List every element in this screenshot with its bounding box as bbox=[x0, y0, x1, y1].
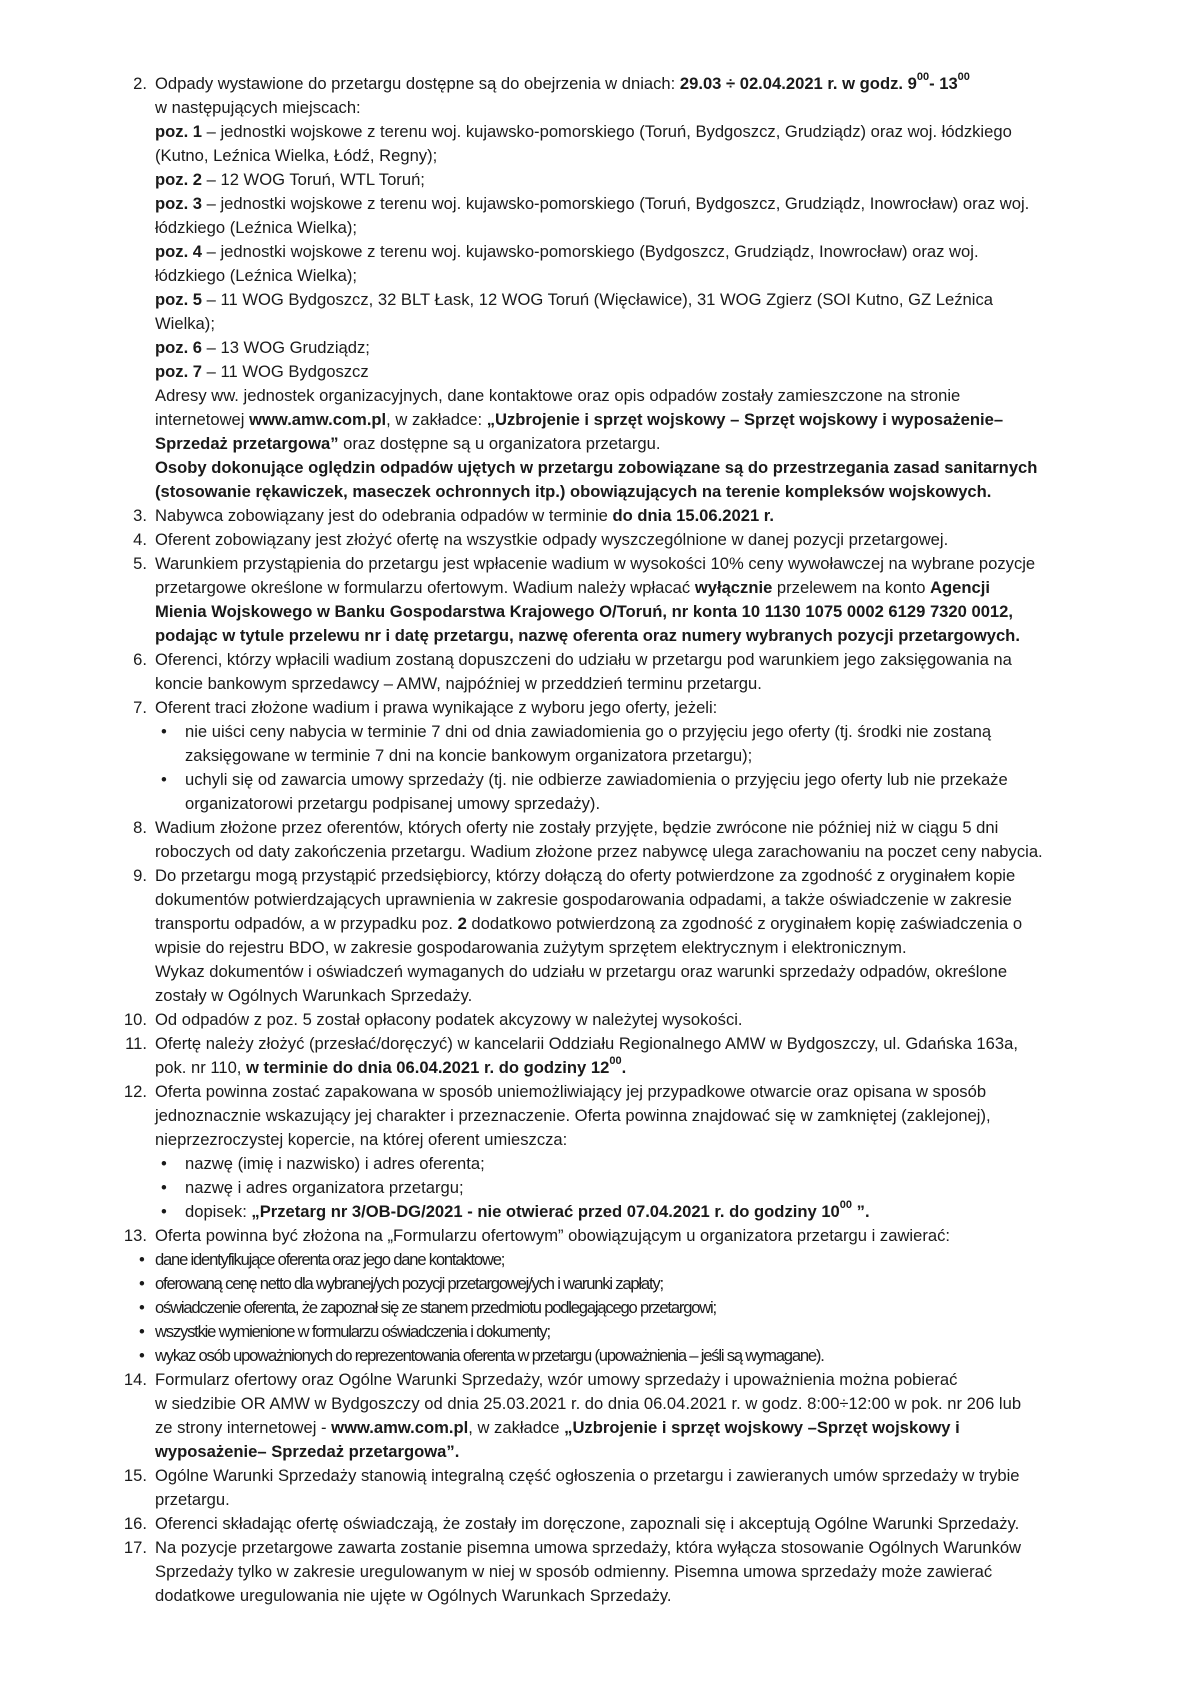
text: nie uiści ceny nabycia w terminie 7 dni od dnia zawiadomienia go o przyjęciu jego oferty (tj. środki nie zostaną bbox=[185, 722, 992, 741]
list-item bbox=[123, 1224, 1140, 1368]
text-line bbox=[155, 216, 1140, 240]
text: roboczych od daty zakończenia przetargu. Wadium złożone przez nabywcę ulega zarachowaniu na poczet ceny nabycia. bbox=[155, 842, 1043, 861]
text-line bbox=[155, 1056, 1140, 1080]
text: koncie bankowym sprzedawcy – AMW, najpóźniej w przeddzień terminu przetargu. bbox=[155, 674, 762, 693]
text: Sprzedaży tylko w zakresie uregulowanym w niej w sposób odmienny. Pisemna umowa sprzedaży może zawierać bbox=[155, 1562, 993, 1581]
bullet-icon: • bbox=[139, 1274, 144, 1293]
item-number: 7. bbox=[133, 698, 147, 717]
item-number: 5. bbox=[133, 554, 147, 573]
bold-text: wyposażenie– Sprzedaż przetargowa”. bbox=[155, 1442, 460, 1461]
text: w następujących miejscach: bbox=[155, 98, 361, 117]
text-line bbox=[155, 264, 1140, 288]
text: Oferenci, którzy wpłacili wadium zostaną dopuszczeni do udziału w przetargu pod warunkiem jego zaksięgowania na bbox=[155, 650, 1012, 669]
bullet-line bbox=[155, 1152, 1140, 1176]
text-line bbox=[155, 552, 1140, 576]
bold-text: 00 bbox=[839, 1199, 853, 1212]
list-item bbox=[125, 1032, 1140, 1080]
text-line bbox=[155, 1392, 1140, 1416]
list-item bbox=[123, 1008, 1140, 1032]
text-line bbox=[155, 312, 1140, 336]
text-line bbox=[155, 1536, 1140, 1560]
text-line bbox=[155, 672, 1140, 696]
text: transportu odpadów, a w przypadku poz. bbox=[155, 914, 458, 933]
text-line bbox=[155, 1008, 1140, 1032]
text-line bbox=[155, 1440, 1140, 1464]
list-item bbox=[133, 864, 1140, 1008]
text: wykaz osób upoważnionych do reprezentowania oferenta w przetargu (upoważnienia – jeśli są wymagane). bbox=[155, 1346, 824, 1365]
item-number: 17. bbox=[123, 1538, 147, 1557]
bold-text: 00 bbox=[957, 71, 970, 84]
text-line bbox=[155, 792, 1140, 816]
item-number: 2. bbox=[133, 74, 147, 93]
bold-text: „Uzbrojenie i sprzęt wojskowy –Sprzęt wojskowy i bbox=[564, 1418, 960, 1437]
text: Oferent traci złożone wadium i prawa wynikające z wyboru jego oferty, jeżeli: bbox=[155, 698, 718, 717]
text: zaksięgowane w terminie 7 dni na koncie bankowym organizatora przetargu); bbox=[185, 746, 753, 765]
text: oświadczenie oferenta, że zapoznał się ze stanem przedmiotu podlegającego przetargowi; bbox=[155, 1298, 716, 1317]
text-line bbox=[155, 888, 1140, 912]
text-line bbox=[155, 912, 1140, 936]
bold-text: poz. 4 bbox=[155, 242, 203, 261]
text-line bbox=[155, 960, 1140, 984]
text: jednoznacznie wskazujący jej charakter i przeznaczenie. Oferta powinna znajdować się w zamkniętej (zaklejonej), bbox=[155, 1106, 991, 1125]
text: przelewem na konto bbox=[772, 578, 931, 597]
text: , w zakładce bbox=[468, 1418, 565, 1437]
bold-text: Agencji bbox=[930, 578, 990, 597]
bullet-icon: • bbox=[139, 1250, 144, 1269]
bold-text: wyłącznie bbox=[694, 578, 773, 597]
bullet-icon: • bbox=[161, 722, 167, 741]
bold-text: Sprzedaż przetargowa” bbox=[155, 434, 339, 453]
text: organizatorowi przetargu podpisanej umowy sprzedaży). bbox=[185, 794, 601, 813]
bold-text: „Uzbrojenie i sprzęt wojskowy – Sprzęt wojskowy i wyposażenie– bbox=[486, 410, 1004, 429]
bold-text: poz. 3 bbox=[155, 194, 203, 213]
text: łódzkiego (Leźnica Wielka); bbox=[155, 266, 357, 285]
text-line bbox=[155, 504, 1140, 528]
item-number: 12. bbox=[123, 1082, 147, 1101]
bullet-line bbox=[139, 1248, 1140, 1272]
list-item bbox=[123, 1464, 1140, 1512]
bold-text: (stosowanie rękawiczek, maseczek ochronnych itp.) obowiązujących na terenie kompleksów wojskowych. bbox=[155, 482, 992, 501]
text-line bbox=[155, 240, 1140, 264]
item-number: 16. bbox=[123, 1514, 147, 1533]
text: zostały w Ogólnych Warunkach Sprzedaży. bbox=[155, 986, 473, 1005]
item-number: 3. bbox=[133, 506, 147, 525]
text: Wielka); bbox=[155, 314, 215, 333]
text: Ofertę należy złożyć (przesłać/doręczyć) w kancelarii Oddziału Regionalnego AMW w Bydgoszczy, ul. Gdańska 163a, bbox=[155, 1034, 1018, 1053]
text-line bbox=[155, 408, 1140, 432]
text: – jednostki wojskowe z terenu woj. kujawsko-pomorskiego (Bydgoszcz, Grudziądz, Inowrocław) oraz woj. bbox=[202, 242, 979, 261]
list-item bbox=[123, 1368, 1140, 1464]
text-line bbox=[155, 744, 1140, 768]
text-line bbox=[155, 1584, 1140, 1608]
text-line bbox=[155, 1032, 1140, 1056]
text: nazwę i adres organizatora przetargu; bbox=[185, 1178, 464, 1197]
text: Nabywca zobowiązany jest do odebrania odpadów w terminie bbox=[155, 506, 613, 525]
bold-text: Osoby dokonujące oględzin odpadów ujętych w przetargu zobowiązane są do przestrzegania zasad sanitarnych bbox=[155, 458, 1038, 477]
text-line bbox=[155, 192, 1140, 216]
bullet-icon: • bbox=[161, 1154, 167, 1173]
text-line bbox=[155, 624, 1140, 648]
item-number: 11. bbox=[125, 1034, 147, 1053]
bullet-line bbox=[139, 1272, 1140, 1296]
text-line bbox=[155, 936, 1140, 960]
text-line bbox=[155, 384, 1140, 408]
list-item bbox=[133, 648, 1140, 696]
text-line bbox=[155, 816, 1140, 840]
text: – 12 WOG Toruń, WTL Toruń; bbox=[202, 170, 425, 189]
bold-text: ”. bbox=[852, 1202, 870, 1221]
text: , w zakładce: bbox=[386, 410, 487, 429]
document-body bbox=[123, 71, 1140, 1608]
list-item bbox=[133, 696, 1140, 816]
text-line bbox=[155, 576, 1140, 600]
list-item bbox=[133, 816, 1140, 864]
bullet-line bbox=[155, 768, 1140, 792]
text: Formularz ofertowy oraz Ogólne Warunki Sprzedaży, wzór umowy sprzedaży i upoważnienia można pobierać bbox=[155, 1370, 958, 1389]
bold-text: poz. 2 bbox=[155, 170, 203, 189]
text-line bbox=[155, 1224, 1140, 1248]
text-line bbox=[155, 1488, 1140, 1512]
list-item bbox=[123, 1536, 1140, 1608]
list-item bbox=[123, 1080, 1140, 1224]
bold-text: do dnia 15.06.2021 r. bbox=[612, 506, 774, 525]
bullet-line bbox=[139, 1296, 1140, 1320]
text: Na pozycje przetargowe zawarta zostanie pisemna umowa sprzedaży, która wyłącza stosowanie Ogólnych Warunków bbox=[155, 1538, 1022, 1557]
bullet-icon: • bbox=[161, 1178, 167, 1197]
text: wpisie do rejestru BDO, w zakresie gospodarowania zużytym sprzętem elektrycznym i elektronicznym. bbox=[155, 938, 907, 957]
item-number: 6. bbox=[133, 650, 147, 669]
text-line bbox=[155, 144, 1140, 168]
text-line bbox=[155, 1080, 1140, 1104]
text-line bbox=[155, 480, 1140, 504]
text: – 13 WOG Grudziądz; bbox=[202, 338, 370, 357]
bullet-line bbox=[155, 1200, 1140, 1224]
bullet-icon: • bbox=[139, 1298, 144, 1317]
bold-text: 00 bbox=[916, 71, 930, 84]
bold-text: poz. 6 bbox=[155, 338, 203, 357]
text: łódzkiego (Leźnica Wielka); bbox=[155, 218, 357, 237]
item-number: 8. bbox=[133, 818, 147, 837]
list-item bbox=[133, 552, 1140, 648]
bullet-icon: • bbox=[161, 1202, 167, 1221]
text-line bbox=[155, 1416, 1140, 1440]
text: dane identyfikujące oferenta oraz jego dane kontaktowe; bbox=[155, 1250, 505, 1269]
bold-text: poz. 7 bbox=[155, 362, 203, 381]
text: dokumentów potwierdzających uprawnienia w zakresie gospodarowania odpadami, a także oświadczenie w zakresie bbox=[155, 890, 1012, 909]
text: Wykaz dokumentów i oświadczeń wymaganych do udziału w przetargu oraz warunki sprzedaży odpadów, określone bbox=[155, 962, 1008, 981]
text-line bbox=[155, 360, 1140, 384]
bold-text: 29.03 ÷ 02.04.2021 r. w godz. 9 bbox=[679, 74, 917, 93]
text-line bbox=[155, 648, 1140, 672]
bullet-line bbox=[155, 1176, 1140, 1200]
text: przetargowe określone w formularzu ofertowym. Wadium należy wpłacać bbox=[155, 578, 695, 597]
text: oferowaną cenę netto dla wybranej/ych pozycji przetargowej/ych i warunki zapłaty; bbox=[155, 1274, 663, 1293]
list-item bbox=[133, 528, 1140, 552]
text: wszystkie wymienione w formularzu oświadczenia i dokumenty; bbox=[155, 1322, 550, 1341]
text: Do przetargu mogą przystąpić przedsiębiorcy, którzy dołączą do oferty potwierdzone za zgodność z oryginałem kopie bbox=[155, 866, 1016, 885]
text: Wadium złożone przez oferentów, których oferty nie zostały przyjęte, będzie zwrócone nie później niż w ciągu 5 dni bbox=[155, 818, 999, 837]
text-line bbox=[155, 840, 1140, 864]
text: uchyli się od zawarcia umowy sprzedaży (tj. nie odbierze zawiadomienia o przyjęciu jego oferty lub nie przekaże bbox=[185, 770, 1008, 789]
text-line bbox=[155, 168, 1140, 192]
item-number: 14. bbox=[123, 1370, 147, 1389]
bold-text: podając w tytule przelewu nr i datę przetargu, nazwę oferenta oraz numery wybranych pozycji przetargowych. bbox=[155, 626, 1020, 645]
bold-text: Mienia Wojskowego w Banku Gospodarstwa Krajowego O/Toruń, nr konta 10 1130 1075 0002 6129 7320 0012, bbox=[155, 602, 1013, 621]
text: Warunkiem przystąpienia do przetargu jest wpłacenie wadium w wysokości 10% ceny wywoławczej na wybrane pozycje bbox=[155, 554, 1036, 573]
text: w siedzibie OR AMW w Bydgoszczy od dnia 25.03.2021 r. do dnia 06.04.2021 r. w godz. 8:00÷12:00 w pok. nr 206 lub bbox=[155, 1394, 1022, 1413]
bullet-icon: • bbox=[139, 1346, 144, 1365]
text-line bbox=[155, 336, 1140, 360]
text-line bbox=[155, 1560, 1140, 1584]
bullet-line bbox=[139, 1320, 1140, 1344]
text: Oferta powinna być złożona na „Formularzu ofertowym” obowiązującym u organizatora przetargu i zawierać: bbox=[155, 1226, 951, 1245]
bullet-line bbox=[139, 1344, 1140, 1368]
text: ze strony internetowej - bbox=[155, 1418, 332, 1437]
text: – jednostki wojskowe z terenu woj. kujawsko-pomorskiego (Toruń, Bydgoszcz, Grudziądz) oraz woj. łódzkiego bbox=[202, 122, 1012, 141]
bold-text: - 13 bbox=[929, 74, 958, 93]
text: nazwę (imię i nazwisko) i adres oferenta; bbox=[185, 1154, 485, 1173]
text: Oferent zobowiązany jest złożyć ofertę na wszystkie odpady wyszczególnione w danej pozycji przetargowej. bbox=[155, 530, 949, 549]
bold-text: . bbox=[621, 1058, 627, 1077]
text-line bbox=[155, 1512, 1140, 1536]
text: Ogólne Warunki Sprzedaży stanowią integralną część ogłoszenia o przetargu i zawieranych umów sprzedaży w trybie bbox=[155, 1466, 1020, 1485]
bold-text: www.amw.com.pl bbox=[249, 410, 387, 429]
text-line bbox=[155, 984, 1140, 1008]
bold-text: poz. 1 bbox=[155, 122, 203, 141]
text: (Kutno, Leźnica Wielka, Łódź, Regny); bbox=[155, 146, 438, 165]
bold-text: w terminie do dnia 06.04.2021 r. do godziny 12 bbox=[246, 1058, 610, 1077]
text-line bbox=[155, 1368, 1140, 1392]
bold-text: 00 bbox=[609, 1055, 622, 1068]
text: internetowej bbox=[155, 410, 250, 429]
bullet-icon: • bbox=[161, 770, 167, 789]
list-item bbox=[123, 1512, 1140, 1536]
text: Oferenci składając ofertę oświadczają, że zostały im doręczone, zapoznali się i akceptują Ogólne Warunki Sprzedaży. bbox=[155, 1514, 1020, 1533]
item-number: 15. bbox=[123, 1466, 147, 1485]
text-line bbox=[155, 528, 1140, 552]
text-line bbox=[155, 456, 1140, 480]
text-line bbox=[155, 432, 1140, 456]
item-number: 13. bbox=[123, 1226, 147, 1245]
bold-text: „Przetarg nr 3/OB-DG/2021 - nie otwierać przed 07.04.2021 r. do godziny 10 bbox=[251, 1202, 840, 1221]
text-line bbox=[155, 696, 1140, 720]
text: pok. nr 110, bbox=[155, 1058, 247, 1077]
bullet-line bbox=[155, 720, 1140, 744]
text: dodatkowe uregulowania nie ujęte w Ogólnych Warunkach Sprzedaży. bbox=[155, 1586, 672, 1605]
text-line bbox=[155, 96, 1140, 120]
text: Od odpadów z poz. 5 został opłacony podatek akcyzowy w należytej wysokości. bbox=[155, 1010, 743, 1029]
text: – 11 WOG Bydgoszcz bbox=[202, 362, 369, 381]
text: przetargu. bbox=[155, 1490, 230, 1509]
text-line bbox=[155, 1464, 1140, 1488]
text-line bbox=[155, 600, 1140, 624]
text-line bbox=[155, 288, 1140, 312]
text: – jednostki wojskowe z terenu woj. kujawsko-pomorskiego (Toruń, Bydgoszcz, Grudziądz, Inowrocław) oraz woj. bbox=[202, 194, 1030, 213]
item-number: 4. bbox=[133, 530, 147, 549]
bold-text: 2 bbox=[457, 914, 467, 933]
text: Odpady wystawione do przetargu dostępne są do obejrzenia w dniach: bbox=[155, 74, 680, 93]
bold-text: www.amw.com.pl bbox=[331, 1418, 469, 1437]
text-line bbox=[155, 1104, 1140, 1128]
bullet-icon: • bbox=[139, 1322, 144, 1341]
text-line bbox=[155, 72, 1140, 96]
text: – 11 WOG Bydgoszcz, 32 BLT Łask, 12 WOG Toruń (Więcławice), 31 WOG Zgierz (SOI Kutno, GZ Leźnica bbox=[202, 290, 993, 309]
bold-text: poz. 5 bbox=[155, 290, 203, 309]
item-number: 10. bbox=[123, 1010, 147, 1029]
text: dodatkowo potwierdzoną za zgodność z oryginałem kopię zaświadczenia o bbox=[466, 914, 1023, 933]
text-line bbox=[155, 864, 1140, 888]
list-item bbox=[133, 71, 1140, 504]
text: Adresy ww. jednostek organizacyjnych, dane kontaktowe oraz opis odpadów zostały zamieszczone na stronie bbox=[155, 386, 961, 405]
item-number: 9. bbox=[133, 866, 147, 885]
text: dopisek: bbox=[185, 1202, 252, 1221]
text: nieprzezroczystej kopercie, na której oferent umieszcza: bbox=[155, 1130, 568, 1149]
list-item bbox=[133, 504, 1140, 528]
text: oraz dostępne są u organizatora przetargu. bbox=[338, 434, 661, 453]
text-line bbox=[155, 120, 1140, 144]
text: Oferta powinna zostać zapakowana w sposób uniemożliwiający jej przypadkowe otwarcie oraz opisana w sposób bbox=[155, 1082, 987, 1101]
text-line bbox=[155, 1128, 1140, 1152]
